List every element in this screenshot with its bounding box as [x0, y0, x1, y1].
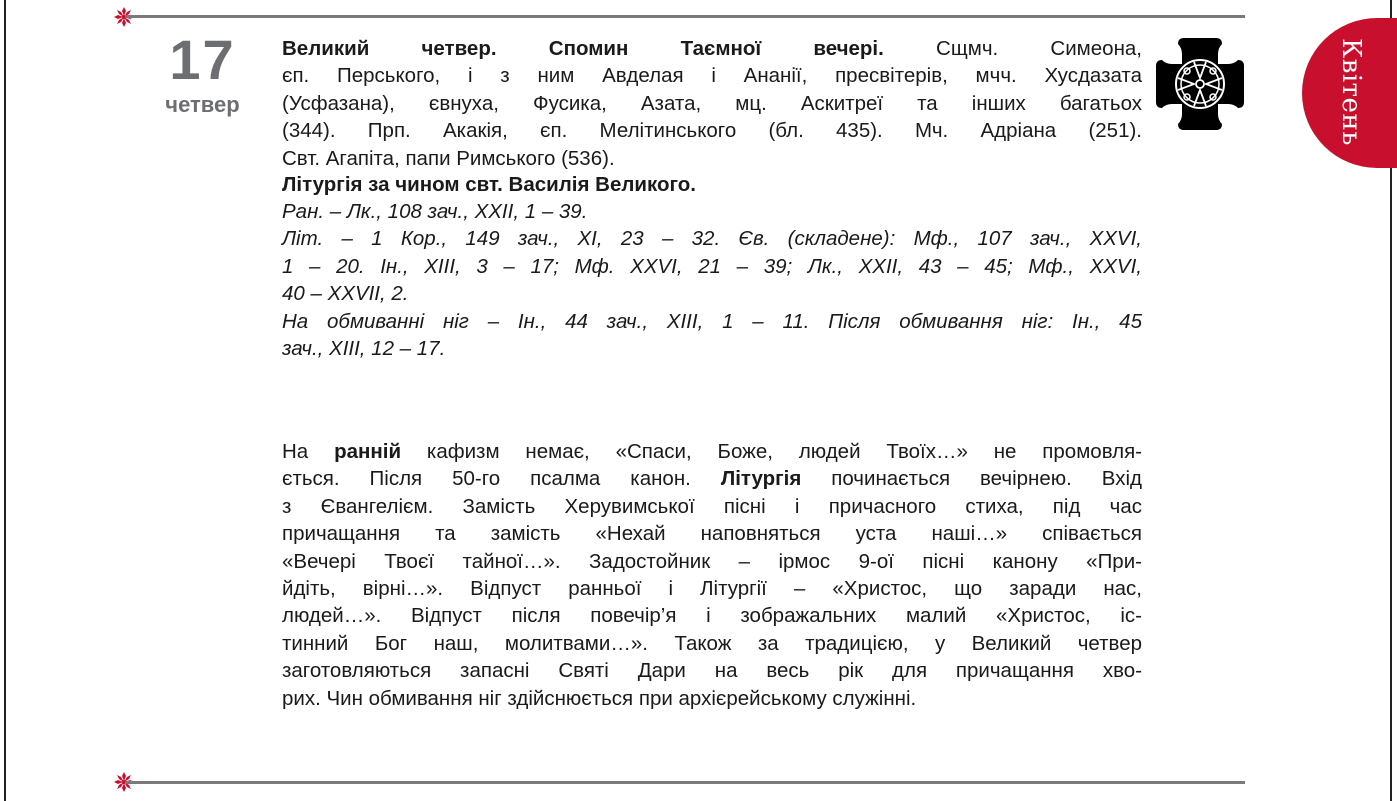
- notes-line: причащання та замість «Нехай наповняться уста наші…» співається: [282, 522, 1142, 546]
- notes-line: «Вечері Твоєї тайної…». Задостойник – ірмос 9-ої пісні канону «При-: [282, 549, 1142, 573]
- weekday-label: четвер: [165, 92, 240, 117]
- commemoration-line: (344). Прп. Акакія, єп. Мелітинського (бл. 435). Мч. Адріана (251).: [282, 119, 1142, 143]
- reading-line: зач., XIII, 12 – 17.: [282, 337, 446, 361]
- celtic-cross-icon: [1150, 34, 1250, 134]
- notes-line: йдіть, вірні…». Відпуст ранньої і Літургії – «Христос, що заради нас,: [282, 577, 1142, 601]
- month-tab-label: [1304, 30, 1397, 154]
- reading-line: Літ. – 1 Кор., 149 зач., XI, 23 – 32. Єв. (складене): Мф., 107 зач., XXVI,: [282, 227, 1142, 251]
- notes-line: ється. Після 50-го псалма канон. Літургія починається вечірнею. Вхід: [282, 467, 1142, 491]
- notes-line: На ранній кафизм немає, «Спаси, Боже, людей Твоїх…» не промовля-: [282, 440, 1143, 463]
- commemoration-line: єп. Перського, і з ним Авделая і Ананії, пресвітерів, мчч. Хусдазата: [282, 64, 1142, 88]
- commemoration-line: (Усфазана), євнуха, Фусика, Азата, мц. Аскитреї та інших багатьох: [282, 91, 1142, 115]
- bold-term-matins: ранній: [334, 440, 402, 463]
- reading-line: На обмиванні ніг – Ін., 44 зач., XIII, 1 – 11. Після обмивання ніг: Ін., 45: [282, 309, 1142, 333]
- notes-line: рих. Чин обмивання ніг здійснюється при архієрейському служінні.: [282, 686, 917, 710]
- bottom-divider: [125, 781, 1245, 784]
- scripture-readings: [282, 198, 1142, 362]
- top-divider: [125, 15, 1245, 18]
- feast-title: Великий четвер. Спомин Таємної вечері.: [282, 37, 884, 60]
- commemoration-paragraph: [282, 35, 1142, 172]
- liturgy-heading: Літургія за чином свт. Василія Великого.: [282, 173, 696, 196]
- notes-line: тинний Бог наш, молитвами…». Також за традицією, у Великий четвер: [282, 631, 1142, 655]
- notes-line: з Євангелієм. Замість Херувимської пісні і причасного стиха, під час: [282, 494, 1142, 518]
- date-block: [140, 28, 265, 118]
- notes-line: людей…». Відпуст після повечір’я і зображальних малий «Христос, іс-: [282, 604, 1142, 628]
- bold-term-liturgy: Літургія: [720, 467, 802, 491]
- month-name: Квітень: [1336, 38, 1366, 146]
- reading-line: Ран. – Лк., 108 зач., XXII, 1 – 39.: [282, 200, 588, 223]
- reading-line: 40 – XXVII, 2.: [282, 282, 409, 306]
- commemoration-line-1: Великий четвер. Спомин Таємної вечері. Сщмч. Симеона,: [282, 37, 1142, 60]
- commemoration-line: Свт. Агапіта, папи Римського (536).: [282, 146, 615, 170]
- page-border-left: [4, 0, 6, 801]
- day-number: 17: [169, 28, 236, 91]
- reading-line: 1 – 20. Ін., XIII, 3 – 17; Мф. XXVI, 21 – 39; Лк., XXII, 43 – 45; Мф., XXVI,: [282, 254, 1142, 278]
- rubric-notes: [282, 438, 1142, 712]
- notes-line: заготовляються запасні Святі Дари на весь рік для причащання хво-: [282, 659, 1142, 683]
